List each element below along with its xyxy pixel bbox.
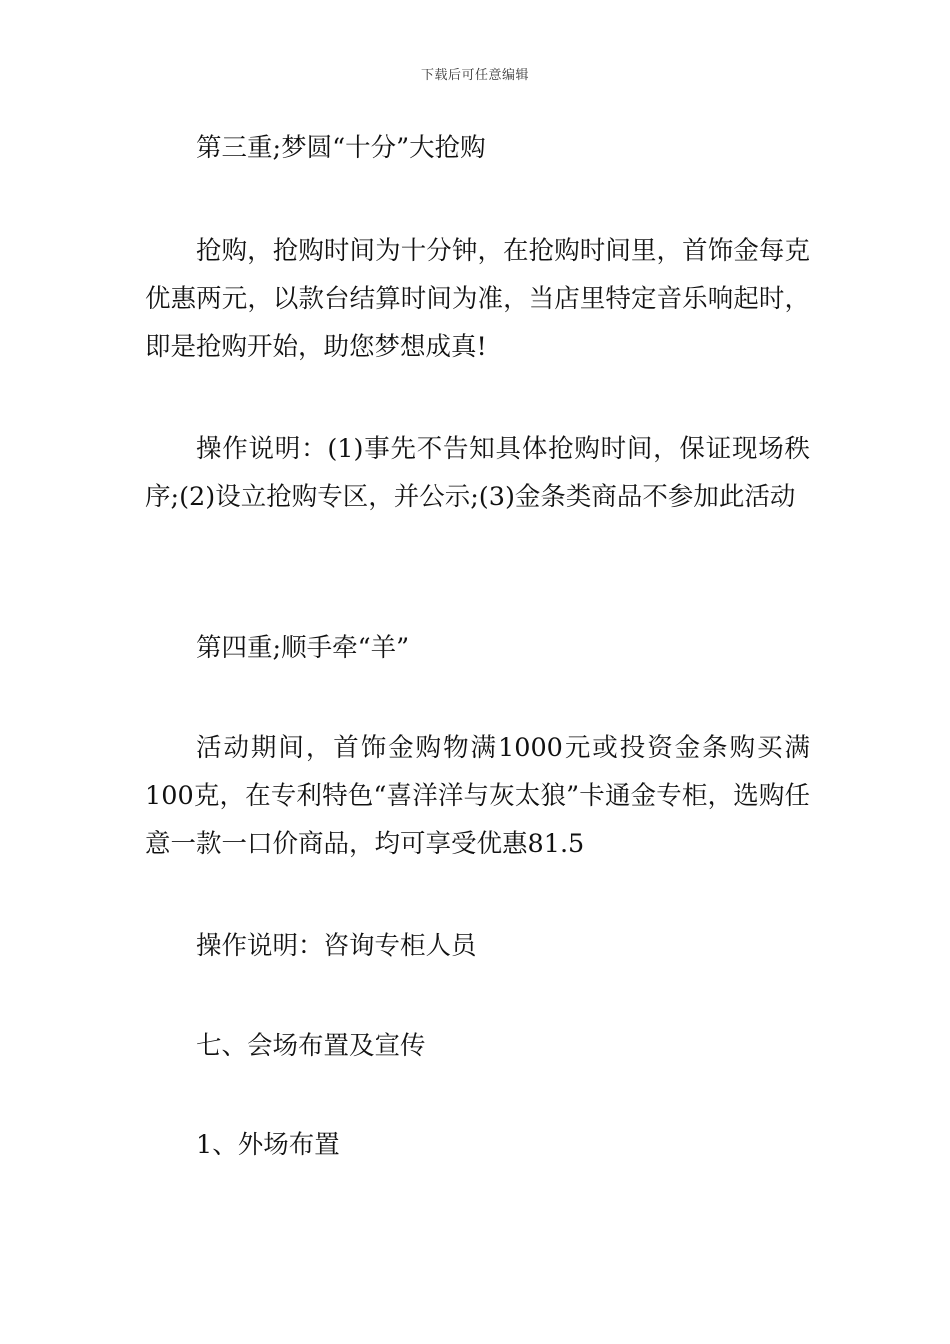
- paragraph-promotion: 活动期间，首饰金购物满1000元或投资金条购买满100克，在专利特色“喜洋洋与灰太狼”卡通金专柜，选购任意一款一口价商品，均可享受优惠81.5: [145, 733, 810, 859]
- paragraph-operation-notes-2: 操作说明：咨询专柜人员: [196, 931, 477, 961]
- subsection-heading-outdoor: 1、外场布置: [196, 1130, 340, 1160]
- paragraph-operation-notes-1: 操作说明：(1)事先不告知具体抢购时间，保证现场秩序;(2)设立抢购专区，并公示;(3)金条类商品不参加此活动: [145, 434, 810, 512]
- page-header: 下载后可任意编辑: [420, 68, 529, 83]
- section-heading-seven: 七、会场布置及宣传: [196, 1031, 426, 1061]
- section-heading-fourth: 第四重;顺手牵“羊”: [196, 633, 410, 663]
- section-heading-third: 第三重;梦圆“十分”大抢购: [196, 133, 486, 163]
- paragraph-flash-sale: 抢购，抢购时间为十分钟，在抢购时间里，首饰金每克优惠两元，以款台结算时间为准，当店里特定音乐响起时，即是抢购开始，助您梦想成真!: [145, 236, 810, 362]
